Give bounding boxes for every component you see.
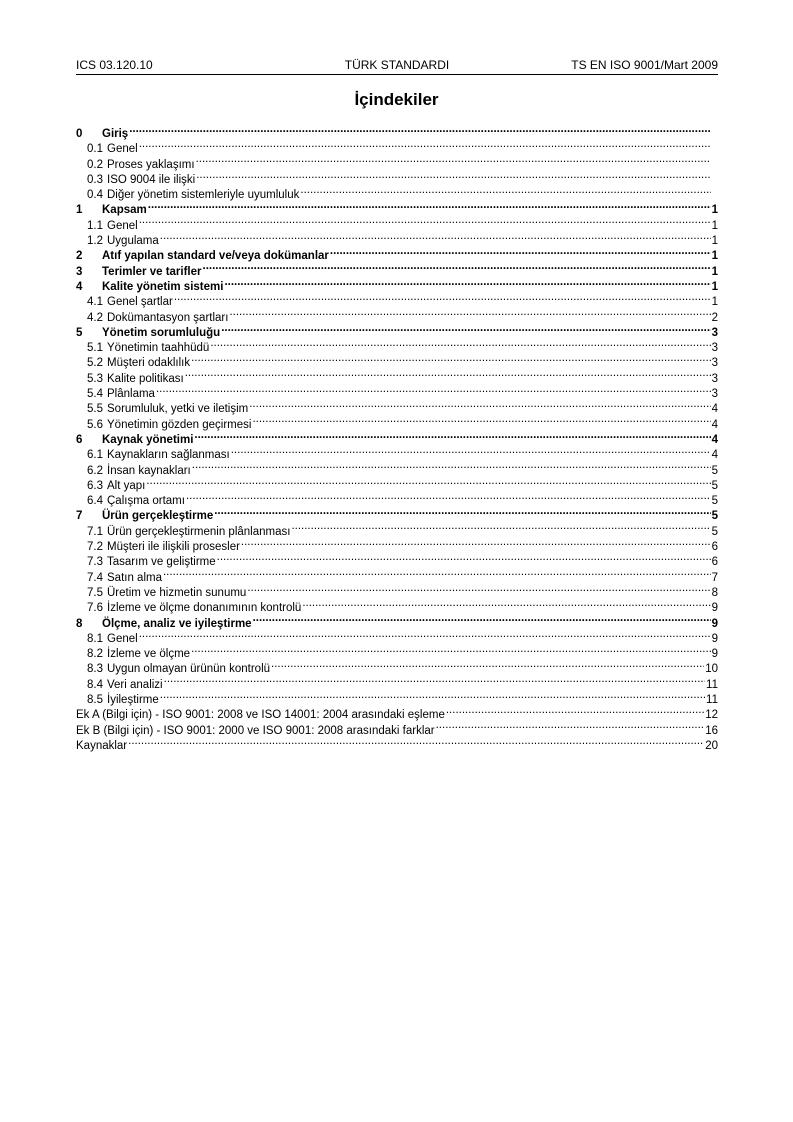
toc-entry-title: Müşteri ile ilişkili prosesler — [107, 541, 240, 554]
toc-entry-title: Tasarım ve geliştirme — [107, 556, 216, 569]
dot-leader — [221, 324, 710, 336]
toc-entry-page: 5 — [711, 510, 718, 523]
toc-entry-number: 6.1 — [87, 449, 103, 462]
toc-entry-page: 3 — [711, 326, 718, 339]
toc-entry-title: Atıf yapılan standard ve/veya dokümanlar — [102, 250, 329, 263]
toc-entry-title: Genel şartlar — [107, 296, 173, 309]
table-of-contents — [76, 125, 718, 752]
dot-leader — [185, 370, 711, 382]
dot-leader — [163, 569, 711, 581]
toc-entry-page: 9 — [711, 648, 718, 661]
toc-entry[interactable] — [76, 706, 718, 721]
toc-entry-page: 3 — [711, 388, 718, 401]
toc-entry[interactable] — [76, 431, 718, 446]
dot-leader — [252, 416, 710, 428]
ics-code: ICS 03.120.10 — [76, 58, 153, 72]
toc-entry-page: 10 — [705, 663, 718, 676]
toc-entry-number: 6.4 — [87, 495, 103, 508]
toc-entry[interactable] — [76, 125, 718, 140]
toc-entry-title: Ürün gerçekleştirme — [102, 510, 214, 523]
dot-leader — [128, 737, 704, 749]
toc-entry-title: İzleme ve ölçme — [107, 648, 191, 661]
toc-entry-page: 12 — [705, 709, 718, 722]
toc-entry-number: 5.4 — [87, 388, 103, 401]
toc-entry[interactable] — [76, 263, 718, 278]
toc-entry-page: 6 — [711, 556, 718, 569]
toc-entry[interactable] — [76, 660, 718, 675]
page-title: İçindekiler — [354, 90, 439, 109]
toc-entry[interactable] — [76, 584, 718, 599]
dot-leader — [302, 599, 710, 611]
toc-entry-title: Çalışma ortamı — [107, 495, 185, 508]
toc-entry-title: Kapsam — [102, 204, 147, 217]
toc-entry[interactable] — [76, 691, 718, 706]
toc-entry-page: 9 — [711, 602, 718, 615]
toc-entry[interactable] — [76, 370, 718, 385]
toc-entry[interactable] — [76, 737, 718, 752]
toc-entry-number: 1.2 — [87, 235, 103, 248]
toc-entry-page: 3 — [711, 357, 718, 370]
toc-entry[interactable] — [76, 569, 718, 584]
toc-entry-page: 9 — [711, 632, 718, 645]
toc-entry-number: 8.4 — [87, 678, 103, 691]
dot-leader — [160, 691, 705, 703]
dot-leader — [271, 660, 704, 672]
toc-entry-page: 1 — [711, 235, 718, 248]
toc-entry-title: Ek A (Bilgi için) - ISO 9001: 2008 ve ISO 14001: 2004 arasındaki eşleme — [76, 709, 445, 722]
toc-entry[interactable] — [76, 507, 718, 522]
dot-leader — [196, 171, 711, 183]
toc-entry-page: 1 — [711, 204, 718, 217]
dot-leader — [196, 156, 711, 168]
dot-leader — [148, 201, 711, 213]
toc-entry-page: 16 — [705, 724, 718, 737]
toc-entry[interactable] — [76, 186, 718, 201]
dot-leader — [156, 385, 711, 397]
dot-leader — [217, 553, 711, 565]
toc-entry[interactable] — [76, 599, 718, 614]
toc-entry-title: Terimler ve tarifler — [102, 265, 202, 278]
toc-entry[interactable] — [76, 156, 718, 171]
toc-entry-number: 1 — [76, 204, 83, 217]
toc-entry-number: 5.2 — [87, 357, 103, 370]
toc-entry[interactable] — [76, 416, 718, 431]
toc-entry-title: Kaynak yönetimi — [102, 433, 194, 446]
toc-entry-title: Satın alma — [107, 571, 162, 584]
dot-leader — [446, 706, 704, 718]
toc-entry-number: 4 — [76, 280, 83, 293]
toc-entry-title: Uygulama — [107, 235, 159, 248]
dot-leader — [247, 584, 710, 596]
toc-entry[interactable] — [76, 446, 718, 461]
toc-entry-number: 0.4 — [87, 189, 103, 202]
dot-leader — [241, 538, 711, 550]
dot-leader — [194, 431, 710, 443]
toc-entry-title: Diğer yönetim sistemleriyle uyumluluk — [107, 189, 300, 202]
toc-entry-number: 5.1 — [87, 342, 103, 355]
dot-leader — [224, 278, 710, 290]
toc-entry-number: 0 — [76, 128, 83, 140]
toc-entry-page: 20 — [705, 739, 718, 752]
toc-entry-number: 7.5 — [87, 586, 103, 599]
toc-entry[interactable] — [76, 309, 718, 324]
toc-entry-number: 4.1 — [87, 296, 103, 309]
dot-leader — [214, 507, 710, 519]
toc-entry[interactable] — [76, 645, 718, 660]
toc-entry-number: 5.3 — [87, 372, 103, 385]
toc-entry-title: Müşteri odaklılık — [107, 357, 191, 370]
toc-entry-number: 2 — [76, 250, 83, 263]
toc-entry-page: 4 — [711, 433, 718, 446]
toc-entry-title: Kaynaklar — [76, 739, 128, 752]
toc-entry-page: 1 — [711, 280, 718, 293]
toc-entry-title: Kalite politikası — [107, 372, 184, 385]
toc-entry-number: 8.5 — [87, 693, 103, 706]
dot-leader — [191, 354, 711, 366]
toc-entry-number: 7.3 — [87, 556, 103, 569]
toc-entry-number: 0.2 — [87, 158, 103, 171]
toc-entry-number: 7.6 — [87, 602, 103, 615]
toc-entry-number: 7.2 — [87, 541, 103, 554]
dot-leader — [436, 722, 705, 734]
toc-entry-number: 6 — [76, 433, 83, 446]
toc-entry-page: 8 — [711, 586, 718, 599]
toc-entry-title: İnsan kaynakları — [107, 464, 191, 477]
toc-entry-page: 5 — [711, 464, 718, 477]
dot-leader — [139, 217, 711, 229]
toc-entry-title: Yönetim sorumluluğu — [102, 326, 221, 339]
toc-entry[interactable] — [76, 171, 718, 186]
toc-entry-number: 5 — [76, 326, 83, 339]
toc-entry-title: İyileştirme — [107, 693, 159, 706]
toc-entry-page: 9 — [711, 617, 718, 630]
toc-entry[interactable] — [76, 538, 718, 553]
toc-entry[interactable] — [76, 201, 718, 216]
toc-entry-page: 5 — [711, 479, 718, 492]
toc-entry-number: 3 — [76, 265, 83, 278]
toc-entry-page: 4 — [711, 449, 718, 462]
toc-entry-page: 3 — [711, 342, 718, 355]
toc-entry-title: Yönetimin gözden geçirmesi — [107, 418, 252, 431]
toc-entry-page: 1 — [711, 219, 718, 232]
toc-entry[interactable] — [76, 339, 718, 354]
dot-leader — [129, 125, 711, 137]
toc-entry[interactable] — [76, 523, 718, 538]
toc-entry-page: 4 — [711, 403, 718, 416]
toc-entry-title: ISO 9004 ile ilişki — [107, 173, 196, 186]
dot-leader — [231, 446, 711, 458]
toc-entry-page: 3 — [711, 372, 718, 385]
toc-entry-page: 1 — [711, 265, 718, 278]
standard-number: TS EN ISO 9001/Mart 2009 — [571, 58, 718, 72]
toc-entry[interactable] — [76, 232, 718, 247]
toc-entry-number: 4.2 — [87, 311, 103, 324]
toc-entry-page: 6 — [711, 541, 718, 554]
toc-entry-title: Genel — [107, 143, 138, 156]
toc-entry-number: 8 — [76, 617, 83, 630]
page-header — [76, 58, 718, 75]
toc-entry-number: 7.4 — [87, 571, 103, 584]
toc-entry-title: Giriş — [102, 128, 129, 140]
dot-leader — [229, 309, 710, 321]
toc-entry-title: Alt yapı — [107, 479, 146, 492]
dot-leader — [203, 263, 711, 275]
toc-entry[interactable] — [76, 492, 718, 507]
toc-entry-number: 5.6 — [87, 418, 103, 431]
toc-entry-title: Ürün gerçekleştirmenin plânlanması — [107, 525, 291, 538]
dot-leader — [146, 477, 710, 489]
dot-leader — [291, 523, 710, 535]
toc-entry-number: 6.2 — [87, 464, 103, 477]
toc-entry-title: Üretim ve hizmetin sunumu — [107, 586, 247, 599]
toc-entry-title: Uygun olmayan ürünün kontrolü — [107, 663, 271, 676]
toc-entry[interactable] — [76, 615, 718, 630]
toc-entry-page: 1 — [711, 250, 718, 263]
toc-entry-number: 8.1 — [87, 632, 103, 645]
dot-leader — [186, 492, 711, 504]
toc-entry-number: 8.2 — [87, 648, 103, 661]
toc-entry[interactable] — [76, 278, 718, 293]
toc-entry[interactable] — [76, 722, 718, 737]
dot-leader — [249, 400, 710, 412]
toc-entry-title: Kaynakların sağlanması — [107, 449, 230, 462]
dot-leader — [253, 615, 711, 627]
toc-entry-title: Ek B (Bilgi için) - ISO 9001: 2000 ve ISO 9001: 2008 arasındaki farklar — [76, 724, 435, 737]
toc-entry[interactable] — [76, 630, 718, 645]
toc-entry[interactable] — [76, 293, 718, 308]
toc-entry-number: 0.1 — [87, 143, 103, 156]
dot-leader — [139, 140, 711, 152]
toc-entry-page: 1 — [711, 296, 718, 309]
toc-entry-page: 4 — [711, 418, 718, 431]
toc-entry-title: Veri analizi — [107, 678, 163, 691]
toc-entry[interactable] — [76, 462, 718, 477]
toc-entry-page: 11 — [706, 693, 718, 706]
toc-entry-number: 7 — [76, 510, 83, 523]
dot-leader — [174, 293, 711, 305]
toc-entry-title: Yönetimin taahhüdü — [107, 342, 210, 355]
dot-leader — [139, 630, 711, 642]
toc-entry-title: Genel — [107, 632, 138, 645]
dot-leader — [192, 462, 711, 474]
toc-entry-title: Kalite yönetim sistemi — [102, 280, 224, 293]
toc-entry-title: Dokümantasyon şartları — [107, 311, 229, 324]
toc-entry-page: 2 — [711, 311, 718, 324]
toc-entry-title: Proses yaklaşımı — [107, 158, 195, 171]
toc-entry[interactable] — [76, 247, 718, 262]
toc-entry[interactable] — [76, 385, 718, 400]
toc-entry-title: Plânlama — [107, 388, 155, 401]
toc-entry-title: İzleme ve ölçme donanımının kontrolü — [107, 602, 302, 615]
toc-entry[interactable] — [76, 477, 718, 492]
toc-entry[interactable] — [76, 354, 718, 369]
toc-entry-number: 0.3 — [87, 173, 103, 186]
dot-leader — [210, 339, 710, 351]
dot-leader — [300, 186, 711, 198]
toc-entry-title: Genel — [107, 219, 138, 232]
toc-entry-title: Ölçme, analiz ve iyileştirme — [102, 617, 252, 630]
dot-leader — [160, 232, 711, 244]
toc-entry[interactable] — [76, 140, 718, 155]
dot-leader — [164, 676, 705, 688]
toc-entry[interactable] — [76, 324, 718, 339]
toc-entry-number: 1.1 — [87, 219, 103, 232]
toc-entry[interactable] — [76, 217, 718, 232]
toc-entry-page: 5 — [711, 525, 718, 538]
toc-entry[interactable] — [76, 400, 718, 415]
toc-entry-number: 8.3 — [87, 663, 103, 676]
toc-entry-page: 5 — [711, 495, 718, 508]
standard-label: TÜRK STANDARDI — [344, 58, 450, 72]
toc-entry-page: 11 — [706, 678, 718, 691]
toc-entry-number: 7.1 — [87, 525, 103, 538]
toc-entry[interactable] — [76, 553, 718, 568]
toc-entry-title: Sorumluluk, yetki ve iletişim — [107, 403, 249, 416]
dot-leader — [330, 247, 711, 259]
toc-entry[interactable] — [76, 676, 718, 691]
toc-entry-page: 7 — [711, 571, 718, 584]
dot-leader — [191, 645, 711, 657]
toc-entry-number: 6.3 — [87, 479, 103, 492]
toc-entry-number: 5.5 — [87, 403, 103, 416]
